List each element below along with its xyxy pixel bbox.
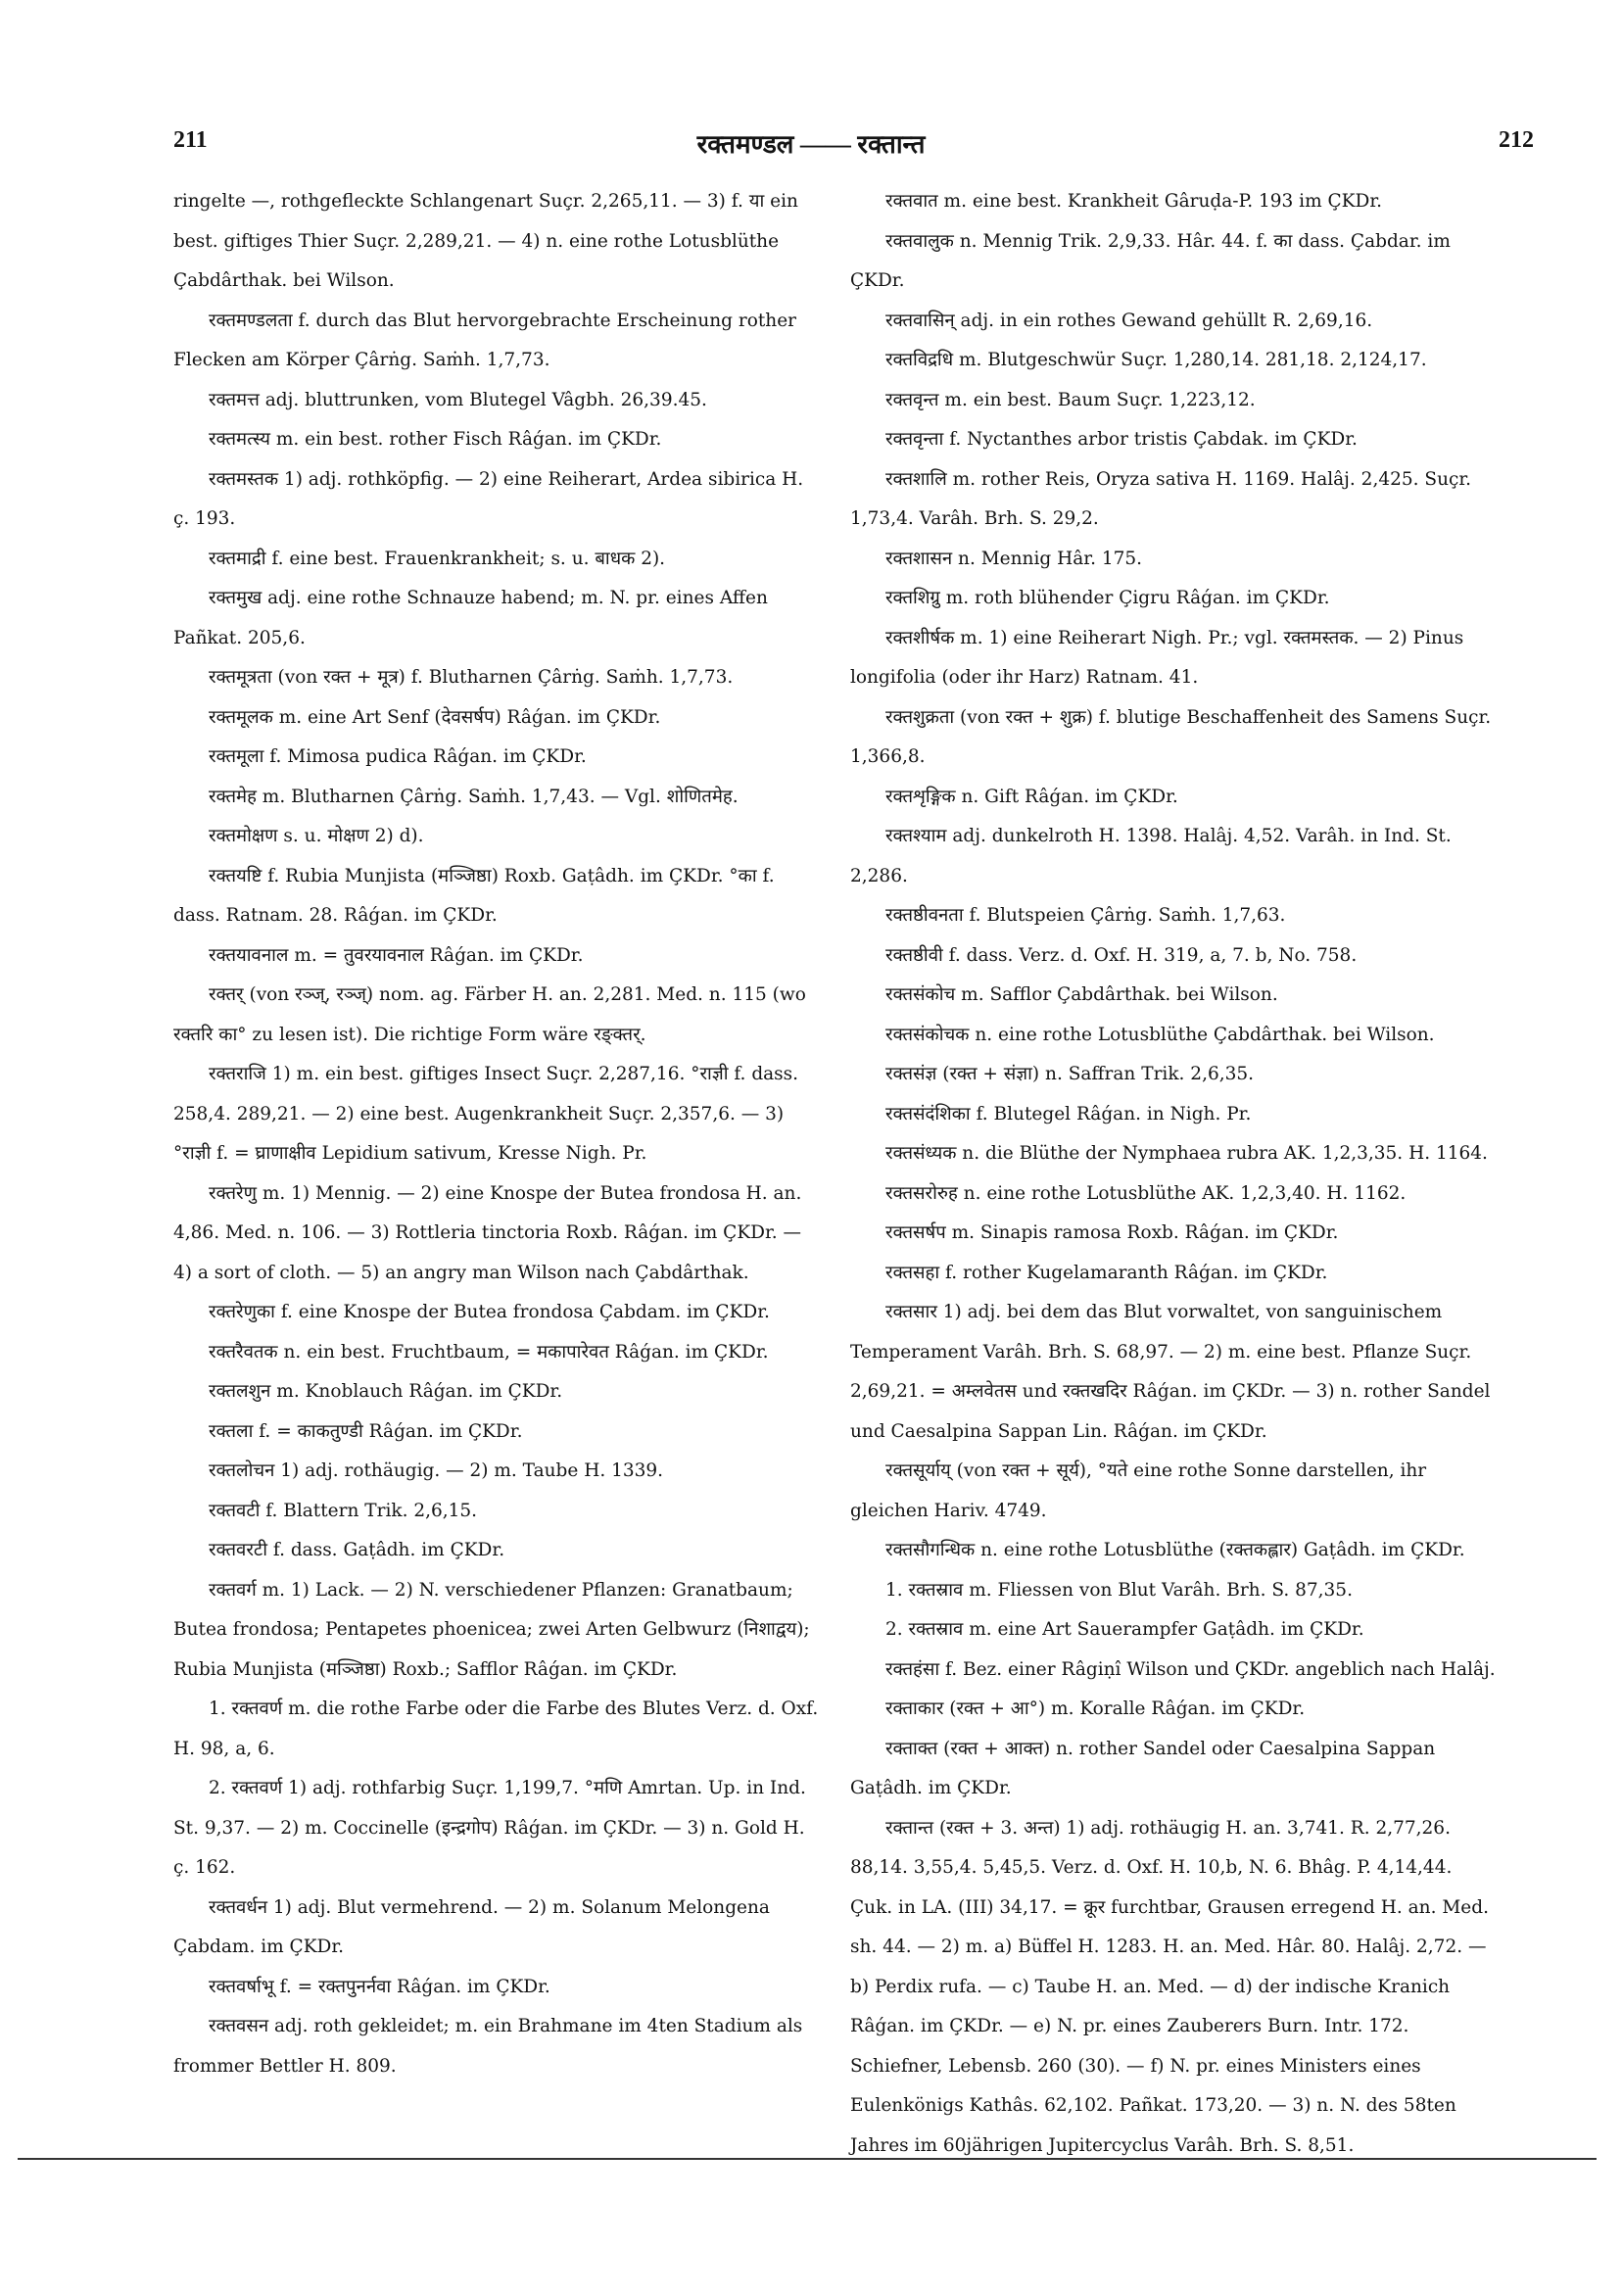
dictionary-entry: रक्तसंदंशिका f. Blutegel Râǵan. in Nigh. Pr. [885,1103,1252,1124]
dictionary-entry: रक्ताक्त (रक्त + आक्त) n. rother Sandel oder Caesalpina Sappan Gaṭâdh. im ÇKDr. [850,1738,1436,1798]
dictionary-entry: रक्तरेणुका f. eine Knospe der Butea frondosa Çabdam. im ÇKDr. [209,1302,770,1322]
dictionary-entry: रक्तसार 1) adj. bei dem das Blut vorwaltet, von sanguinischem Temperament Varâh. Brh. S. 68,97. — 2) m. eine best. Pflanze Suçr. 2,69,21. = अम्लवेतस und रक्तखदिर Râǵan. im ÇKDr. — 3) n. rother Sandel und Caesalpina Sappan Lin. Râǵan. im ÇKDr. [850,1302,1491,1442]
dictionary-entry: रक्तमोक्षण s. u. मोक्षण 2) d). [209,826,424,846]
dictionary-entry: रक्तवात m. eine best. Krankheit Gâruḍa-P. 193 im ÇKDr. [885,191,1383,212]
dictionary-entry: रक्तवर्ग m. 1) Lack. — 2) N. verschiedener Pflanzen: Granatbaum; Butea frondosa; Pentapetes phoenicea; zwei Arten Gelbwurz (निशाद्वय); Rubia Munjista (मञ्जिष्ठा) Roxb.; Safflor Râǵan. im ÇKDr. [173,1579,810,1680]
dictionary-entry: रक्तवटी f. Blattern Trik. 2,6,15. [209,1500,478,1521]
dictionary-entry: रक्तवसन adj. roth gekleidet; m. ein Brahmane im 4ten Stadium als frommer Bettler H. 809. [173,2016,803,2077]
dictionary-entry: रक्तवर्धन 1) adj. Blut vermehrend. — 2) m. Solanum Melongena Çabdam. im ÇKDr. [173,1896,770,1957]
dictionary-entry: 1. रक्तस्राव m. Fliessen von Blut Varâh. Brh. S. 87,35. [885,1579,1353,1601]
dictionary-entry: रक्तवासिन् adj. in ein rothes Gewand gehüllt R. 2,69,16. [885,310,1373,331]
dictionary-entry: 2. रक्तवर्ण 1) adj. rothfarbig Suçr. 1,199,7. °मणि Amrtan. Up. in Ind. St. 9,37. — 2) m. Coccinelle (इन्द्रगोप) Râǵan. im ÇKDr. — 3) n. Gold H. ç. 162. [173,1778,806,1878]
dictionary-entry: रक्तसहा f. rother Kugelamaranth Râǵan. im ÇKDr. [885,1262,1328,1283]
dictionary-entry: रक्तमत्स्य m. ein best. rother Fisch Râǵan. im ÇKDr. [209,429,662,450]
dictionary-entry: रक्तमाद्री f. eine best. Frauenkrankheit; s. u. बाधक 2). [209,548,666,569]
dictionary-entry: रक्तरेणु m. 1) Mennig. — 2) eine Knospe der Butea frondosa H. an. 4,86. Med. n. 106. — 3) Rottleria tinctoria Roxb. Râǵan. im ÇKDr. — 4) a sort of cloth. — 5) an angry man Wilson nach Çabdârthak. [173,1182,802,1283]
dictionary-entry: रक्तर् (von रञ्ज्, रञ्ज्) nom. ag. Färber H. an. 2,281. Med. n. 115 (wo रक्तरि का° zu lesen ist). Die richtige Form wäre रङ्क्तर्. [173,984,806,1045]
dictionary-entry: रक्तसंध्यक n. die Blüthe der Nymphaea rubra AK. 1,2,3,35. H. 1164. [885,1143,1488,1164]
dictionary-entry: रक्तशीर्षक m. 1) eine Reiherart Nigh. Pr.; vgl. रक्तमस्तक. — 2) Pinus longifolia (oder ihr Harz) Ratnam. 41. [850,627,1464,688]
dictionary-entry: रक्तमूला f. Mimosa pudica Râǵan. im ÇKDr. [209,746,587,767]
dictionary-entry: रक्तमुख adj. eine rothe Schnauze habend; m. N. pr. eines Affen Pañkat. 205,6. [173,588,768,648]
dictionary-entry: रक्तला f. = काकतुण्डी Râǵan. im ÇKDr. [209,1420,523,1442]
dictionary-entry: रक्तवरटी f. dass. Gaṭâdh. im ÇKDr. [209,1540,505,1560]
dictionary-entry: रक्तशुक्रता (von रक्त + शुक्र) f. blutige Beschaffenheit des Samens Suçr. 1,366,8. [850,706,1492,767]
dictionary-entry: रक्तष्ठीवनता f. Blutspeien Çârṅg. Saṁh. 1,7,63. [885,905,1286,926]
dictionary-entry: रक्तमेह m. Blutharnen Çârṅg. Saṁh. 1,7,43. — Vgl. शोणितमेह. [209,786,739,807]
dictionary-entry: रक्तमस्तक 1) adj. rothköpfig. — 2) eine Reiherart, Ardea sibirica H. ç. 193. [173,468,804,529]
dictionary-entry: रक्तवर्षाभू f. = रक्तपुनर्नवा Râǵan. im ÇKDr. [209,1976,550,1997]
dictionary-entry: रक्तसौगन्धिक n. eine rothe Lotusblüthe (रक्तकह्लार) Gaṭâdh. im ÇKDr. [885,1540,1465,1560]
dictionary-entry: रक्तसंज्ञ (रक्त + संज्ञा) n. Saffran Trik. 2,6,35. [885,1064,1255,1084]
dictionary-entry: रक्तशृङ्गिक n. Gift Râǵan. im ÇKDr. [885,786,1178,807]
dictionary-entry: रक्तराजि 1) m. ein best. giftiges Insect Suçr. 2,287,16. °राज्ञी f. dass. 258,4. 289,21. — 2) eine best. Augenkrankheit Suçr. 2,357,6. — 3) °राज्ञी f. = घ्राणाक्षीव Lepidium sativum, Kresse Nigh. Pr. [173,1064,799,1164]
dictionary-entry: रक्तयष्टि f. Rubia Munjista (मञ्जिष्ठा) Roxb. Gaṭâdh. im ÇKDr. °का f. dass. Ratnam. 28. Râǵan. im ÇKDr. [173,865,775,926]
dictionary-entry: रक्तसूर्याय् (von रक्त + सूर्य), °यते eine rothe Sonne darstellen, ihr gleichen Hariv. 4749. [850,1460,1427,1521]
dictionary-entry: रक्तवृन्ता f. Nyctanthes arbor tristis Çabdak. im ÇKDr. [885,429,1358,450]
dictionary-entry: रक्तयावनाल m. = तुवरयावनाल Râǵan. im ÇKDr. [209,944,584,966]
dictionary-entry: ringelte —, rothgefleckte Schlangenart Suçr. 2,265,11. — 3) f. या ein best. giftiges Thier Suçr. 2,289,21. — 4) n. eine rothe Lotusblüthe Çabdârthak. bei Wilson. [173,191,798,291]
page-number-left: 211 [173,127,208,153]
dictionary-entry: रक्तान्त (रक्त + 3. अन्त) 1) adj. rothäugig H. an. 3,741. R. 2,77,26. 88,14. 3,55,4. 5,45,5. Verz. d. Oxf. H. 10,b, N. 6. Bhâg. P. 4,14,44. Çuk. in LA. (III) 34,17. = क्रूर furchtbar, Grausen erregend H. an. Med. sh. 44. — 2) m. a) Büffel H. 1283. H. an. Med. Hâr. 80. Halâj. 2,72. — b) Perdix rufa. — c) Taube H. an. Med. — d) der indische Kranich Râǵan. im ÇKDr. — e) N. pr. eines Zauberers Burn. Intr. 172. Schiefner, Lebensb. 260 (30). — f) N. pr. eines Ministers eines Eulenkönigs Kathâs. 62,102. Pañkat. 173,20. — 3) n. N. des 58ten Jahres im 60jährigen Jupitercyclus Varâh. Brh. S. 8,51. [850,1817,1489,2156]
dictionary-entry: रक्तसंकोच m. Safflor Çabdârthak. bei Wilson. [885,984,1278,1005]
dictionary-entry: रक्तरैवतक n. ein best. Fruchtbaum, = मकापारेवत Râǵan. im ÇKDr. [209,1341,769,1363]
right-column [850,182,1497,2166]
dictionary-entry: रक्तमत्त adj. bluttrunken, vom Blutegel Vâgbh. 26,39.45. [209,389,707,410]
dictionary-entry: रक्तविद्रधि m. Blutgeschwür Suçr. 1,280,14. 281,18. 2,124,17. [885,350,1427,370]
dictionary-entry: रक्तलोचन 1) adj. rothäugig. — 2) m. Taube H. 1339. [209,1460,664,1481]
dictionary-entry: रक्तसर्षप m. Sinapis ramosa Roxb. Râǵan. im ÇKDr. [885,1222,1339,1243]
dictionary-entry: रक्तसंकोचक n. eine rothe Lotusblüthe Çabdârthak. bei Wilson. [885,1024,1435,1045]
dictionary-entry: रक्तशालि m. rother Reis, Oryza sativa H. 1169. Halâj. 2,425. Suçr. 1,73,4. Varâh. Brh. S. 29,2. [850,468,1472,529]
running-headwords: रक्तमण्डल —— रक्तान्त [696,130,926,159]
dictionary-entry: रक्तसरोरुह n. eine rothe Lotusblüthe AK. 1,2,3,40. H. 1162. [885,1182,1407,1204]
dictionary-entry: रक्तवालुक n. Mennig Trik. 2,9,33. Hâr. 44. f. का dass. Çabdar. im ÇKDr. [850,230,1451,291]
dictionary-entry: रक्तशासन n. Mennig Hâr. 175. [885,548,1143,569]
dictionary-entry: रक्तशिग्रु m. roth blühender Çigru Râǵan. im ÇKDr. [885,588,1330,608]
dictionary-entry: रक्तवृन्त m. ein best. Baum Suçr. 1,223,12. [885,389,1256,410]
dictionary-entry: रक्तमण्डलता f. durch das Blut hervorgebrachte Erscheinung rother Flecken am Körper Çârṅg. Saṁh. 1,7,73. [173,310,796,370]
dictionary-entry: रक्तलशुन m. Knoblauch Râǵan. im ÇKDr. [209,1381,563,1402]
dictionary-entry: 2. रक्तस्राव m. eine Art Sauerampfer Gaṭâdh. im ÇKDr. [885,1619,1364,1640]
page-header [0,120,1622,159]
dictionary-entry: रक्तश्याम adj. dunkelroth H. 1398. Halâj. 4,52. Varâh. in Ind. St. 2,286. [850,826,1452,886]
dictionary-entry: रक्तमूलक m. eine Art Senf (देवसर्षप) Râǵan. im ÇKDr. [209,706,661,728]
dictionary-entry: रक्तहंसा f. Bez. einer Râgiṇî Wilson und ÇKDr. angeblich nach Halâj. [885,1658,1496,1680]
dictionary-entry: रक्तमूत्रता (von रक्त + मूत्र) f. Blutharnen Çârṅg. Saṁh. 1,7,73. [209,667,734,688]
dictionary-entry: 1. रक्तवर्ण m. die rothe Farbe oder die Farbe des Blutes Verz. d. Oxf. H. 98, a, 6. [173,1698,819,1759]
dictionary-entry: रक्ताकार (रक्त + आ°) m. Koralle Râǵan. im ÇKDr. [885,1698,1306,1719]
bottom-rule [18,2158,1597,2160]
left-column [173,182,822,2086]
page-number-right: 212 [1499,127,1534,153]
dictionary-entry: रक्तष्ठीवी f. dass. Verz. d. Oxf. H. 319, a, 7. b, No. 758. [885,944,1358,966]
